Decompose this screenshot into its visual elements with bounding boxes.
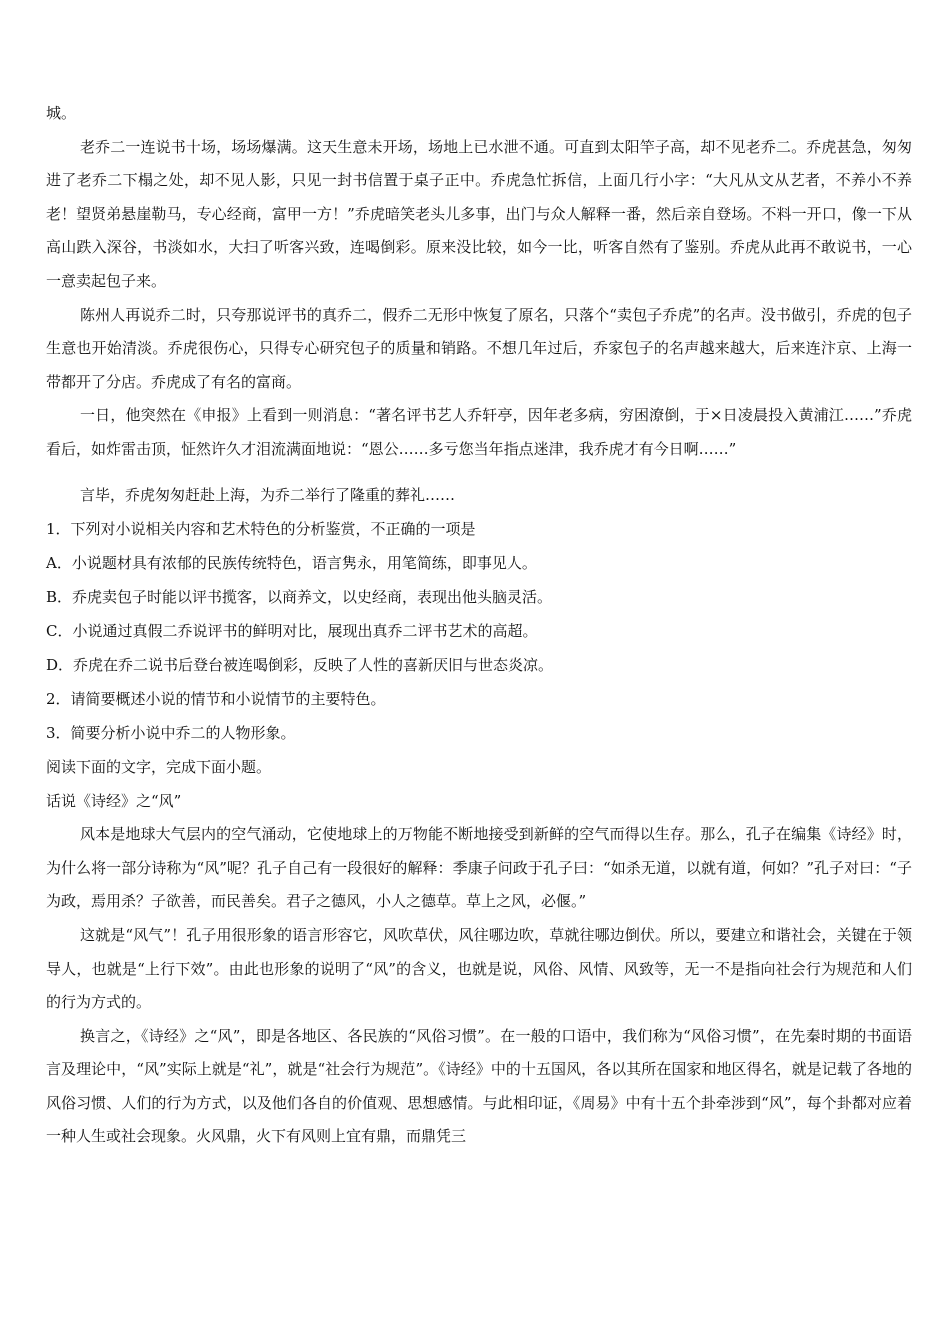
question-3: 3．简要分析小说中乔二的人物形象。 <box>46 724 296 743</box>
document-page <box>46 97 912 1154</box>
question-1: 1．下列对小说相关内容和艺术特色的分析鉴赏，不正确的一项是 <box>46 520 476 539</box>
option-b: B．乔虎卖包子时能以评书揽客，以商养文，以史经商，表现出他头脑灵活。 <box>46 588 553 607</box>
story-paragraph-3: 一日，他突然在《申报》上看到一则消息：“著名评书艺人乔轩亭，因年老多病，穷困潦倒，于×日凌晨投入黄浦江……”乔虎看后，如炸雷击顶，怔然许久才泪流满面地说：“恩公……多亏您当年指点迷津，我乔虎才有今日啊……” <box>46 406 912 458</box>
story-paragraph-end: 城。 <box>46 104 77 122</box>
option-c: C．小说通过真假二乔说评书的鲜明对比，展现出真乔二评书艺术的高超。 <box>46 622 538 641</box>
reading-paragraph-1: 风本是地球大气层内的空气涌动，它使地球上的万物能不断地接受到新鲜的空气而得以生存。那么，孔子在编集《诗经》时，为什么将一部分诗称为“风”呢？孔子自己有一段很好的解释：季康子问政于孔子曰：“如杀无道，以就有道，何如？”孔子对曰：“子为政，焉用杀？子欲善，而民善矣。君子之德风，小人之德草。草上之风，必偃。” <box>46 825 912 911</box>
story-paragraph-4: 言毕，乔虎匆匆赶赴上海，为乔二举行了隆重的葬礼…… <box>80 485 456 504</box>
option-a: A．小说题材具有浓郁的民族传统特色，语言隽永，用笔简练，即事见人。 <box>46 554 537 573</box>
reading-paragraph-2: 这就是“风气”！孔子用很形象的语言形容它，风吹草伏，风往哪边吹，草就往哪边倒伏。所以，要建立和谐社会，关键在于领导人，也就是“上行下效”。由此也形象的说明了“风”的含义，也就是说，风俗、风情、风致等，无一不是指向社会行为规范和人们的行为方式的。 <box>46 925 912 1012</box>
story-paragraph-1: 老乔二一连说书十场，场场爆满。这天生意未开场，场地上已水泄不通。可直到太阳竿子高，却不见老乔二。乔虎甚急，匆匆进了老乔二下榻之处，却不见人影，只见一封书信置于桌子正中。乔虎急忙拆信，上面几行小字：“大凡从文从艺者，不养小不养老！望贤弟悬崖勒马，专心经商，富甲一方！”乔虎暗笑老头儿多事，出门与众人解释一番，然后亲自登场。不料一开口，像一下从高山跌入深谷，书淡如水，大扫了听客兴致，连喝倒彩。原来没比较，如今一比，听客自然有了鉴别。乔虎从此再不敢说书，一心一意卖起包子来。 <box>46 137 912 290</box>
reading-instruction: 阅读下面的文字，完成下面小题。 <box>46 758 272 777</box>
story-paragraph-2: 陈州人再说乔二时，只夸那说评书的真乔二，假乔二无形中恢复了原名，只落个“卖包子乔虎”的名声。没书做引，乔虎的包子生意也开始清淡。乔虎很伤心，只得专心研究包子的质量和销路。不想几年过后，乔家包子的名声越来越大，后来连汴京、上海一带都开了分店。乔虎成了有名的富商。 <box>46 305 912 391</box>
reading-title: 话说《诗经》之“风” <box>46 792 182 811</box>
reading-paragraph-3: 换言之，《诗经》之“风”，即是各地区、各民族的“风俗习惯”。在一般的口语中，我们称为“风俗习惯”，在先秦时期的书面语言及理论中，“风”实际上就是“礼”，就是“社会行为规范”。《诗经》中的十五国风，各以其所在国家和地区得名，就是记载了各地的风俗习惯、人们的行为方式，以及他们各自的价值观、思想感情。与此相印证，《周易》中有十五个卦牵涉到“风”，每个卦都对应着一种人生或社会现象。火风鼎，火下有风则上宜有鼎，而鼎凭三 <box>46 1026 912 1146</box>
option-d: D．乔虎在乔二说书后登台被连喝倒彩，反映了人性的喜新厌旧与世态炎凉。 <box>46 656 554 675</box>
question-2: 2．请简要概述小说的情节和小说情节的主要特色。 <box>46 690 386 709</box>
